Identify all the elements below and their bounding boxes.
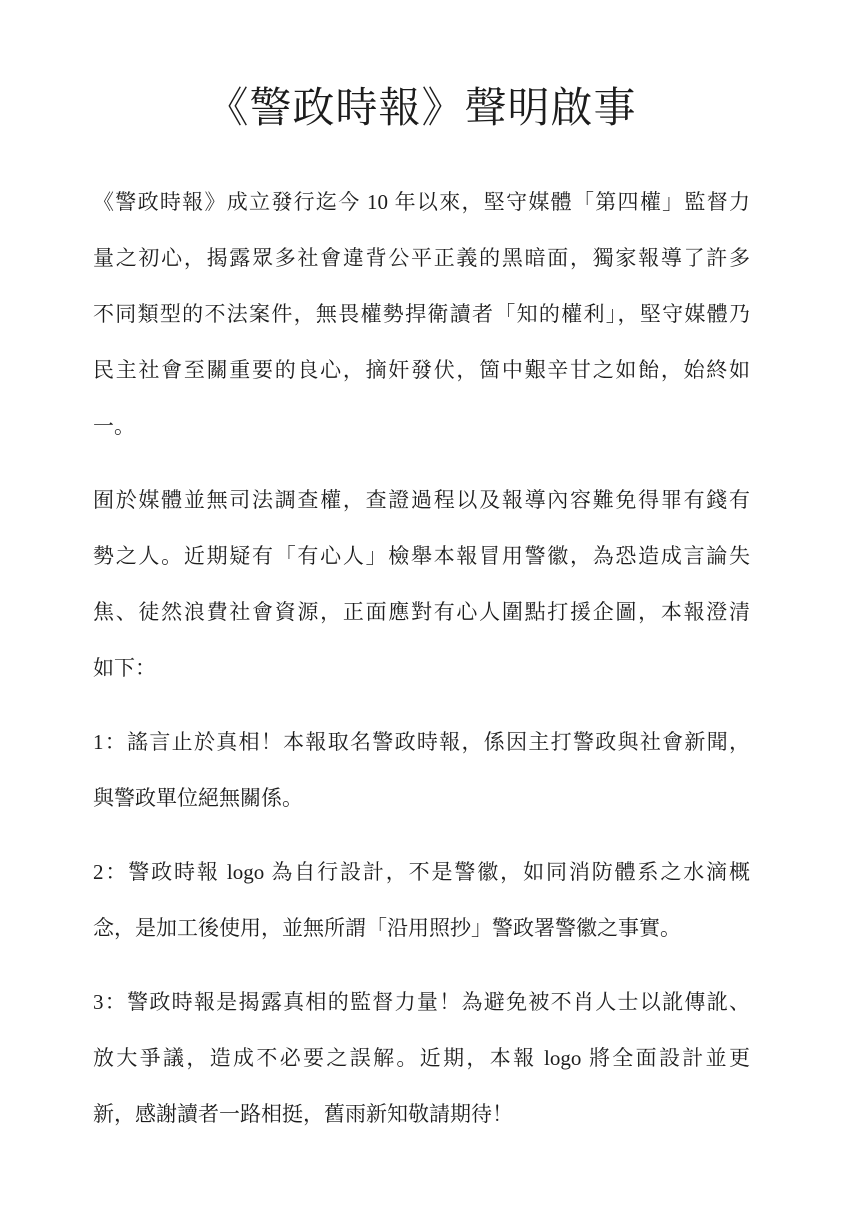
paragraph bbox=[93, 974, 750, 1142]
paragraph bbox=[93, 472, 750, 696]
text-line: 焦、徒然浪費社會資源，正面應對有心人圍點打援企圖，本報澄清 bbox=[93, 600, 750, 624]
text-line: 勢之人。近期疑有「有心人」檢舉本報冒用警徽，為恐造成言論失 bbox=[93, 544, 750, 568]
text-line: 新，感謝讀者一路相挺，舊雨新知敬請期待！ bbox=[93, 1102, 513, 1126]
text-line: 量之初心，揭露眾多社會違背公平正義的黑暗面，獨家報導了許多 bbox=[93, 246, 750, 270]
text-line: 1：謠言止於真相！本報取名警政時報，係因主打警政與社會新聞， bbox=[93, 730, 750, 754]
text-line: 不同類型的不法案件，無畏權勢捍衛讀者「知的權利」，堅守媒體乃 bbox=[93, 302, 750, 326]
paragraph bbox=[93, 714, 750, 826]
text-line: 3：警政時報是揭露真相的監督力量！為避免被不肖人士以訛傳訛、 bbox=[93, 990, 750, 1014]
text-line: 放大爭議，造成不必要之誤解。近期，本報 logo 將全面設計並更 bbox=[93, 1046, 750, 1070]
text-line: 一。 bbox=[93, 414, 135, 438]
text-line: 囿於媒體並無司法調查權，查證過程以及報導內容難免得罪有錢有 bbox=[93, 488, 750, 512]
text-line: 《警政時報》成立發行迄今 10 年以來，堅守媒體「第四權」監督力 bbox=[93, 190, 750, 214]
text-line: 與警政單位絕無關係。 bbox=[93, 786, 303, 810]
paragraph bbox=[93, 174, 750, 454]
document-title: 《警政時報》聲明啟事 bbox=[206, 86, 637, 132]
text-line: 民主社會至關重要的良心，摘奸發伏，箇中艱辛甘之如飴，始終如 bbox=[93, 358, 750, 382]
document-body bbox=[93, 174, 750, 1142]
text-line: 2：警政時報 logo 為自行設計，不是警徽，如同消防體系之水滴概 bbox=[93, 860, 750, 884]
text-line: 如下： bbox=[93, 656, 156, 680]
text-line: 念，是加工後使用，並無所謂「沿用照抄」警政署警徽之事實。 bbox=[93, 916, 681, 940]
paragraph bbox=[93, 844, 750, 956]
